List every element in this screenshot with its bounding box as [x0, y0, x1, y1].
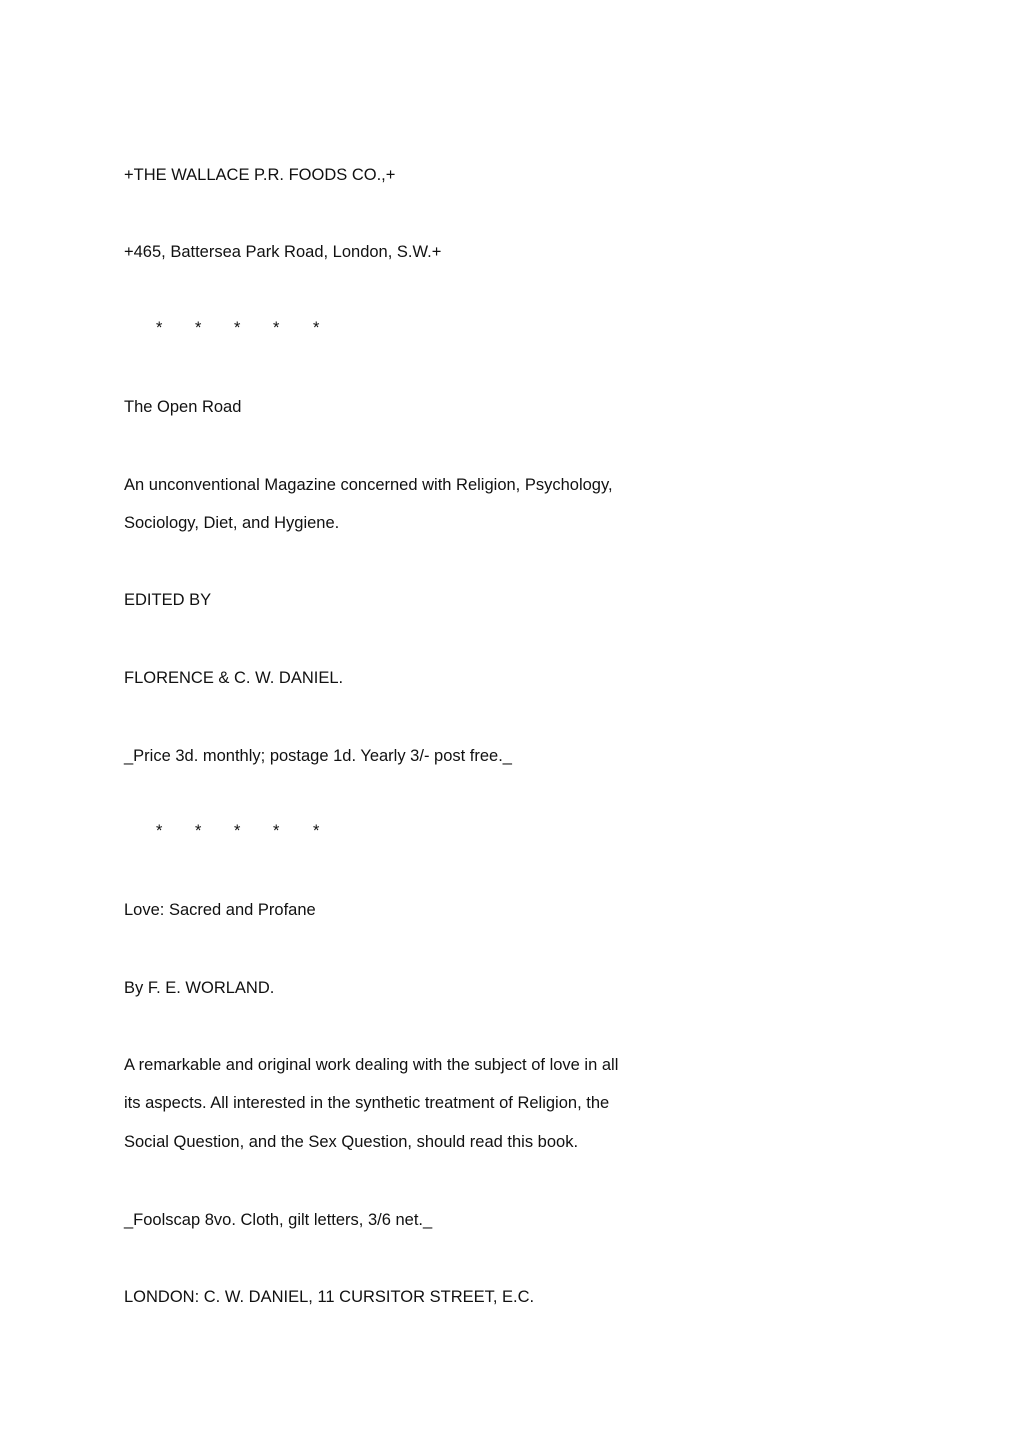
company-address: +465, Battersea Park Road, London, S.W.+ — [124, 243, 442, 261]
book-title: Love: Sacred and Profane — [124, 901, 316, 919]
separator-star: * — [195, 319, 202, 337]
book-description-line: A remarkable and original work dealing with the subject of love in all — [124, 1056, 619, 1074]
magazine-description-line: An unconventional Magazine concerned with Religion, Psychology, — [124, 476, 613, 494]
magazine-editors: FLORENCE & C. W. DANIEL. — [124, 669, 344, 687]
separator-star: * — [234, 319, 241, 337]
separator-star: * — [156, 319, 163, 337]
separator-star: * — [313, 822, 320, 840]
book-description-line: its aspects. All interested in the synthetic treatment of Religion, the — [124, 1094, 610, 1112]
separator-star: * — [234, 822, 241, 840]
edited-by-label: EDITED BY — [124, 591, 212, 609]
magazine-description-line: Sociology, Diet, and Hygiene. — [124, 514, 340, 532]
publisher-address: LONDON: C. W. DANIEL, 11 CURSITOR STREET, E.C. — [124, 1288, 535, 1306]
separator-star: * — [195, 822, 202, 840]
book-format: _Foolscap 8vo. Cloth, gilt letters, 3/6 net._ — [124, 1211, 433, 1229]
magazine-title: The Open Road — [124, 398, 242, 416]
book-description-line: Social Question, and the Sex Question, should read this book. — [124, 1133, 579, 1151]
separator-star: * — [273, 319, 280, 337]
book-author: By F. E. WORLAND. — [124, 979, 275, 997]
company-name: +THE WALLACE P.R. FOODS CO.,+ — [124, 166, 396, 184]
separator-star: * — [313, 319, 320, 337]
magazine-price: _Price 3d. monthly; postage 1d. Yearly 3/- post free._ — [124, 747, 512, 765]
separator-star: * — [273, 822, 280, 840]
separator-star: * — [156, 822, 163, 840]
